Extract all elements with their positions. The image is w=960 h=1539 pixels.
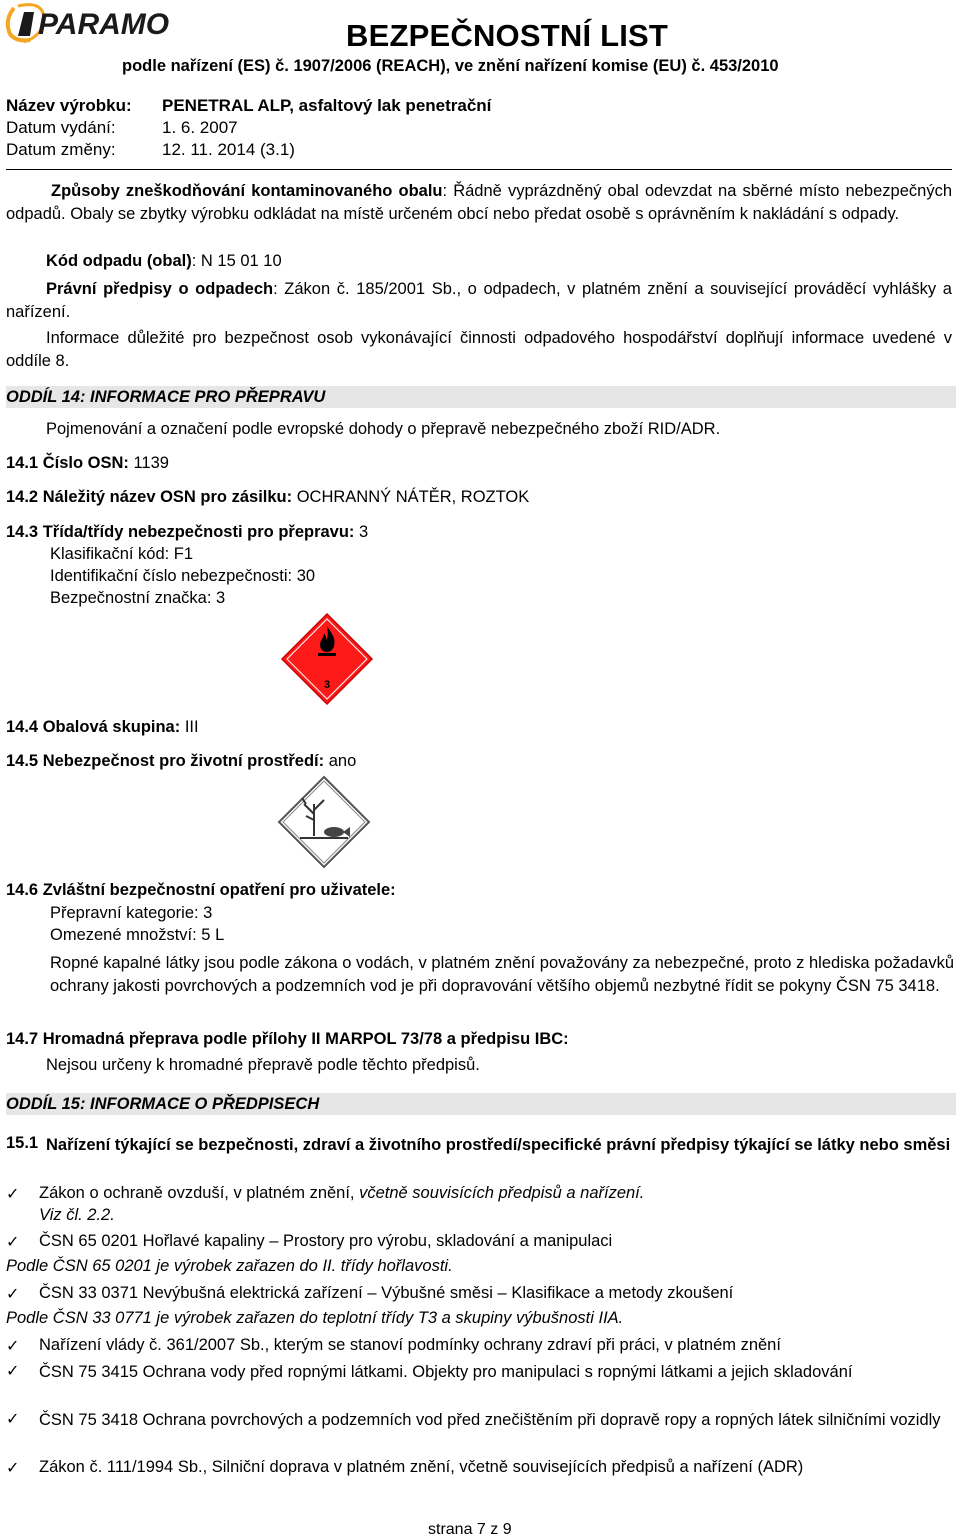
regulation-item-2: ČSN 65 0201 Hořlavé kapaliny – Prostory pro výrobu, skladování a manipulaci — [39, 1232, 613, 1250]
check-icon: ✓ — [6, 1232, 20, 1251]
special-precautions-label: 14.6 Zvláštní bezpečnostní opatření pro uživatele: — [6, 881, 396, 899]
classification-code: Klasifikační kód: F1 — [50, 545, 194, 563]
flammable-liquid-placard — [280, 612, 374, 706]
regulation-note-3: Podle ČSN 33 0771 je výrobek zařazen do teplotní třídy T3 a skupiny výbušnosti IIA. — [6, 1309, 624, 1327]
change-date-value: 12. 11. 2014 (3.1) — [162, 140, 295, 159]
section-15-heading: ODDÍL 15: INFORMACE O PŘEDPISECH — [6, 1093, 956, 1115]
marpol-label: 14.7 Hromadná přeprava podle přílohy II MARPOL 73/78 a předpisu IBC: — [6, 1030, 569, 1048]
placard-number: 3 — [323, 679, 331, 691]
info-paragraph: Informace důležité pro bezpečnost osob vykonávající činnosti odpadového hospodářství doplňují informace uvedené v oddíle 8. — [6, 329, 952, 370]
env-hazard-label: 14.5 Nebezpečnost pro životní prostředí: — [6, 752, 325, 770]
transport-intro: Pojmenování a označení podle evropské dohody o přepravě nebezpečného zboží RID/ADR. — [46, 420, 721, 438]
logo-text: PARAMO — [38, 8, 170, 41]
logo-graphic — [4, 2, 190, 46]
regulation-item-5: ČSN 75 3415 Ochrana vody před ropnými látkami. Objekty pro manipulaci s ropnými látkami a jejich skladování — [39, 1363, 853, 1381]
regulation-item-1-ref: Viz čl. 2.2. — [39, 1206, 115, 1224]
check-icon: ✓ — [6, 1458, 20, 1477]
safety-label: Bezpečnostní značka: 3 — [50, 589, 226, 607]
disposal-text: : Řádně vyprázdněný obal odevzdat na sběrné místo nebezpečných odpadů. Obaly se zbytky výrobku odkládat na místě určeném obcí nebo předat osobě s oprávněním k nakládání s odpady. — [6, 182, 952, 223]
env-hazard-line — [6, 752, 356, 771]
check-icon: ✓ — [6, 1336, 20, 1355]
legal-text: : Zákon č. 185/2001 Sb., o odpadech, v platném znění a související prováděcí vyhlášky a nařízení. — [6, 280, 952, 321]
regulation-item-1: Zákon o ochraně ovzduší, v platném znění, včetně souvisících předpisů a nařízení. — [39, 1184, 645, 1202]
hazard-class-line — [6, 523, 368, 542]
regulation-item-7: Zákon č. 111/1994 Sb., Silniční doprava v platném znění, včetně souvisejících předpisů a nařízení (ADR) — [39, 1458, 804, 1476]
un-number-label: 14.1 Číslo OSN: — [6, 454, 129, 472]
un-number-line — [6, 454, 169, 473]
disposal-paragraph — [6, 180, 952, 225]
shipping-name-line — [6, 488, 529, 507]
hazard-class-value: 3 — [354, 523, 369, 541]
waste-code-label: Kód odpadu (obal) — [46, 252, 192, 270]
change-date-label: Datum změny: — [6, 140, 116, 159]
header-rule — [6, 169, 952, 170]
regulation-note-2: Podle ČSN 65 0201 je výrobek zařazen do II. třídy hořlavosti. — [6, 1257, 453, 1275]
hazard-class-label: 14.3 Třída/třídy nebezpečnosti pro přepravu: — [6, 523, 355, 541]
transport-category: Přepravní kategorie: 3 — [50, 904, 213, 922]
disposal-label: Způsoby zneškodňování kontaminovaného obalu — [51, 182, 443, 200]
issue-date-label: Datum vydání: — [6, 118, 116, 137]
legal-label: Právní předpisy o odpadech — [46, 280, 274, 298]
regulation-number: 15.1 — [6, 1134, 39, 1152]
check-icon: ✓ — [6, 1409, 20, 1428]
shipping-name-value: OCHRANNÝ NÁTĚR, ROZTOK — [292, 488, 530, 506]
issue-date-value: 1. 6. 2007 — [162, 118, 238, 137]
regulation-item-3: ČSN 33 0371 Nevýbušná elektrická zařízení – Výbušné směsi – Klasifikace a metody zkoušení — [39, 1284, 734, 1302]
section-14-heading: ODDÍL 14: INFORMACE PRO PŘEPRAVU — [6, 386, 956, 408]
product-label: Název výrobku: — [6, 96, 132, 115]
document-title: BEZPEČNOSTNÍ LIST — [346, 18, 669, 53]
limited-quantity: Omezené množství: 5 L — [50, 926, 225, 944]
waste-code-value: : N 15 01 10 — [191, 252, 282, 270]
page-number: strana 7 z 9 — [428, 1521, 512, 1538]
product-value: PENETRAL ALP, asfaltový lak penetrační — [162, 96, 492, 115]
marpol-text: Nejsou určeny k hromadné přepravě podle těchto předpisů. — [46, 1056, 480, 1074]
environment-hazard-pictogram — [276, 774, 372, 870]
waste-code-line — [46, 252, 282, 271]
un-number-value: 1139 — [128, 454, 169, 472]
legal-paragraph — [6, 278, 952, 323]
paramo-logo — [4, 2, 190, 46]
regulation-item-4: Nařízení vlády č. 361/2007 Sb., kterým se stanoví podmínky ochrany zdraví při práci, v platném znění — [39, 1336, 781, 1354]
shipping-name-label: 14.2 Náležitý název OSN pro zásilku: — [6, 488, 293, 506]
water-protection-text: Ropné kapalné látky jsou podle zákona o vodách, v platném znění považovány za nebezpečné, proto z hlediska požadavků ochrany jakosti povrchových a podzemních vod je při dopravování většího objemů nezbytné řídit se pokyny ČSN 75 3418. — [50, 954, 954, 995]
env-hazard-value: ano — [324, 752, 357, 770]
check-icon: ✓ — [6, 1284, 20, 1303]
marpol-heading — [6, 1030, 569, 1049]
regulation-item-6: ČSN 75 3418 Ochrana povrchových a podzemních vod před znečištěním při dopravě ropy a ropných látek silničními vozidly — [39, 1411, 941, 1429]
packing-group-label: 14.4 Obalová skupina: — [6, 718, 181, 736]
regulation-heading: Nařízení týkající se bezpečnosti, zdraví a životního prostředí/specifické právní předpisy týkající se látky nebo směsi — [46, 1136, 951, 1154]
packing-group-line — [6, 718, 199, 737]
hazard-id-number: Identifikační číslo nebezpečnosti: 30 — [50, 567, 316, 585]
packing-group-value: III — [180, 718, 199, 736]
document-subtitle: podle nařízení (ES) č. 1907/2006 (REACH), ve znění nařízení komise (EU) č. 453/2010 — [122, 57, 779, 75]
check-icon: ✓ — [6, 1361, 20, 1380]
check-icon: ✓ — [6, 1184, 20, 1203]
special-precautions-heading — [6, 881, 396, 900]
